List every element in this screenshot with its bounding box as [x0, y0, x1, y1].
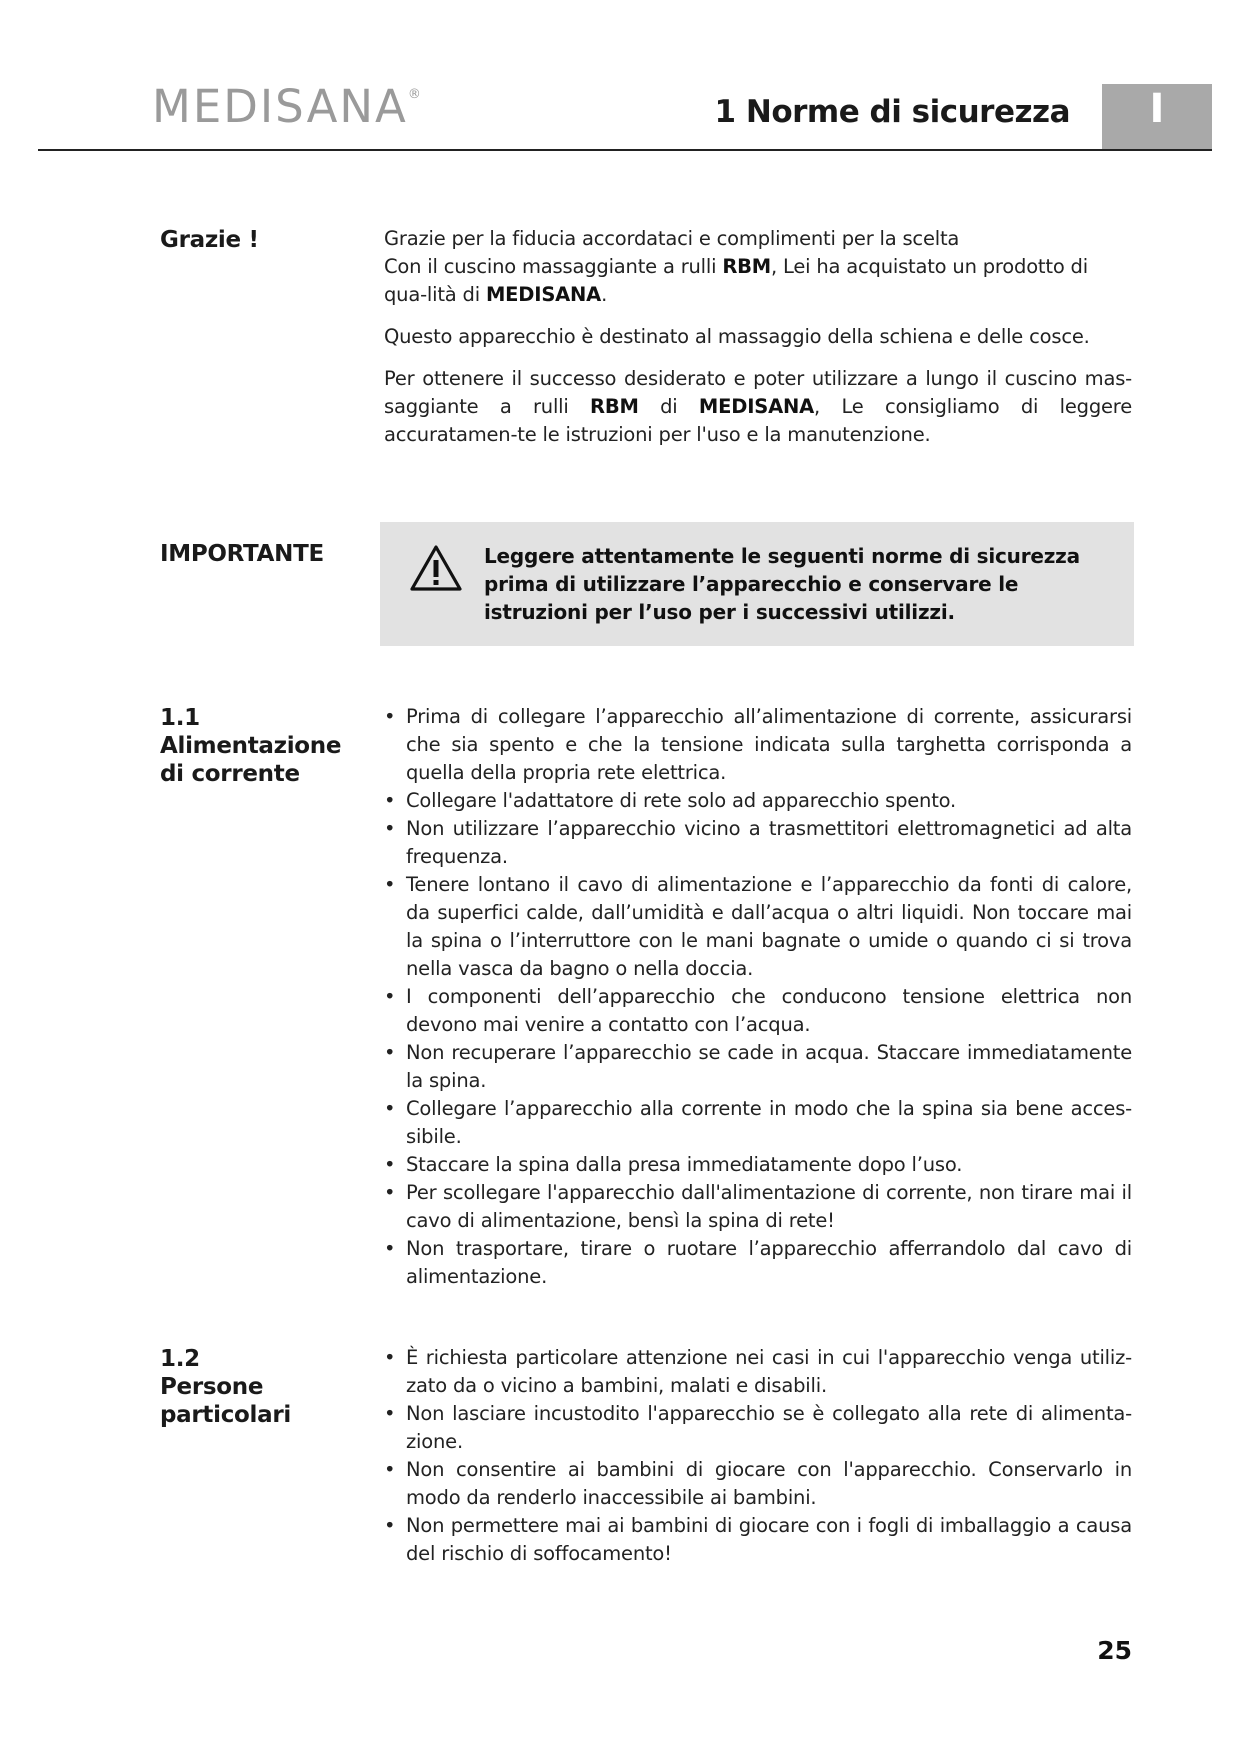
section-1-1-heading — [160, 704, 360, 788]
section-1-2-heading — [160, 1345, 360, 1429]
grazie-paragraph-1 — [384, 225, 1132, 309]
grazie-p1-bold-rbm: RBM — [722, 255, 772, 278]
list-item: • Non utilizzare l’apparecchio vicino a trasmettitori elettromagnetici ad alta frequenza. — [384, 815, 1132, 871]
grazie-p3-end: , Le consigliamo di leggere accuratamen-te le istruzioni per l'uso e la manutenzione. — [384, 395, 1132, 446]
warning-box — [380, 522, 1134, 646]
grazie-p3-bold-medisana: MEDISANA — [698, 395, 815, 418]
section-1-2-body — [384, 1344, 1132, 1568]
list-item: • I componenti dell’apparecchio che conducono tensione elettrica non devono mai venire a contatto con l’acqua. — [384, 983, 1132, 1039]
warning-triangle-icon — [410, 544, 462, 592]
list-item: • Prima di collegare l’apparecchio all’alimentazione di corrente, assicurarsi che sia spento e che la tensione indicata sulla targhetta corrisponda a quella della propria rete elettrica. — [384, 703, 1132, 787]
section-1-2-title-line1: Persone — [160, 1374, 264, 1400]
logo-registered-mark: ® — [407, 87, 423, 102]
grazie-body — [384, 225, 1132, 463]
section-1-1-list — [384, 703, 1132, 1291]
section-1-1-body — [384, 703, 1132, 1291]
warning-text: Leggere attentamente le seguenti norme di sicurezza prima di utilizzare l’apparecchio e conservare le istruzioni per l’uso per i successivi utilizzi. — [484, 544, 1080, 624]
importante-heading: IMPORTANTE — [160, 541, 324, 567]
list-item: • Per scollegare l'apparecchio dall'alimentazione di corrente, non tirare mai il cavo di alimentazione, bensì la spina di rete! — [384, 1179, 1132, 1235]
list-item: • È richiesta particolare attenzione nei casi in cui l'apparecchio venga utiliz-zato da o vicino a bambini, malati e disabili. — [384, 1344, 1132, 1400]
grazie-p1-line1: Grazie per la fiducia accordataci e complimenti per la scelta — [384, 227, 960, 250]
section-1-2-title-line2: particolari — [160, 1402, 291, 1428]
list-item: • Staccare la spina dalla presa immediatamente dopo l’uso. — [384, 1151, 1132, 1179]
logo-text: MEDISANA — [152, 80, 408, 133]
header-divider — [38, 149, 1212, 151]
list-item: • Non recuperare l’apparecchio se cade in acqua. Staccare immediatamente la spina. — [384, 1039, 1132, 1095]
grazie-p1-end: . — [601, 283, 608, 306]
section-1-1-title-line1: Alimentazione — [160, 733, 342, 759]
list-item: • Collegare l'adattatore di rete solo ad apparecchio spento. — [384, 787, 1132, 815]
page-number: 25 — [1097, 1636, 1132, 1665]
grazie-p3-bold-rbm: RBM — [590, 395, 639, 418]
list-item: • Non consentire ai bambini di giocare con l'apparecchio. Conservarlo in modo da renderlo inaccessibile ai bambini. — [384, 1456, 1132, 1512]
section-1-2-number: 1.2 — [160, 1346, 200, 1372]
grazie-paragraph-2: Questo apparecchio è destinato al massaggio della schiena e delle cosce. — [384, 325, 1090, 348]
section-1-1-number: 1.1 — [160, 705, 200, 731]
list-item: • Non trasportare, tirare o ruotare l’apparecchio afferrandolo dal cavo di alimentazione. — [384, 1235, 1132, 1291]
list-item: • Non permettere mai ai bambini di giocare con i fogli di imballaggio a causa del rischio di soffocamento! — [384, 1512, 1132, 1568]
grazie-p1-pre: Con il cuscino massaggiante a rulli — [384, 255, 723, 278]
section-1-2-list — [384, 1344, 1132, 1568]
list-item: • Non lasciare incustodito l'apparecchio se è collegato alla rete di alimenta-zione. — [384, 1400, 1132, 1456]
list-item: • Collegare l’apparecchio alla corrente in modo che la spina sia bene acces-sibile. — [384, 1095, 1132, 1151]
section-1-1-title-line2: di corrente — [160, 761, 300, 787]
grazie-p1-bold-medisana: MEDISANA — [485, 283, 602, 306]
chapter-tab: I — [1102, 84, 1212, 150]
medisana-logo — [152, 80, 423, 133]
grazie-p3-mid: di — [638, 395, 699, 418]
grazie-p3-pre: Per ottenere il successo desiderato e poter utilizzare a lungo il cuscino mas-saggiante a rulli — [384, 367, 1132, 418]
grazie-paragraph-3 — [384, 365, 1132, 449]
grazie-heading: Grazie ! — [160, 227, 259, 253]
list-item: • Tenere lontano il cavo di alimentazione e l’apparecchio da fonti di calore, da superfici calde, dall’umidità e dall’acqua o altri liquidi. Non toccare mai la spina o l’interruttore con le mani bagnate o umide o quando ci si trova nella vasca da bagno o nella doccia. — [384, 871, 1132, 983]
grazie-p1-mid: , Lei ha acquistato un prodotto di qua-lità di — [384, 255, 1088, 306]
chapter-title: 1 Norme di sicurezza — [714, 94, 1070, 130]
